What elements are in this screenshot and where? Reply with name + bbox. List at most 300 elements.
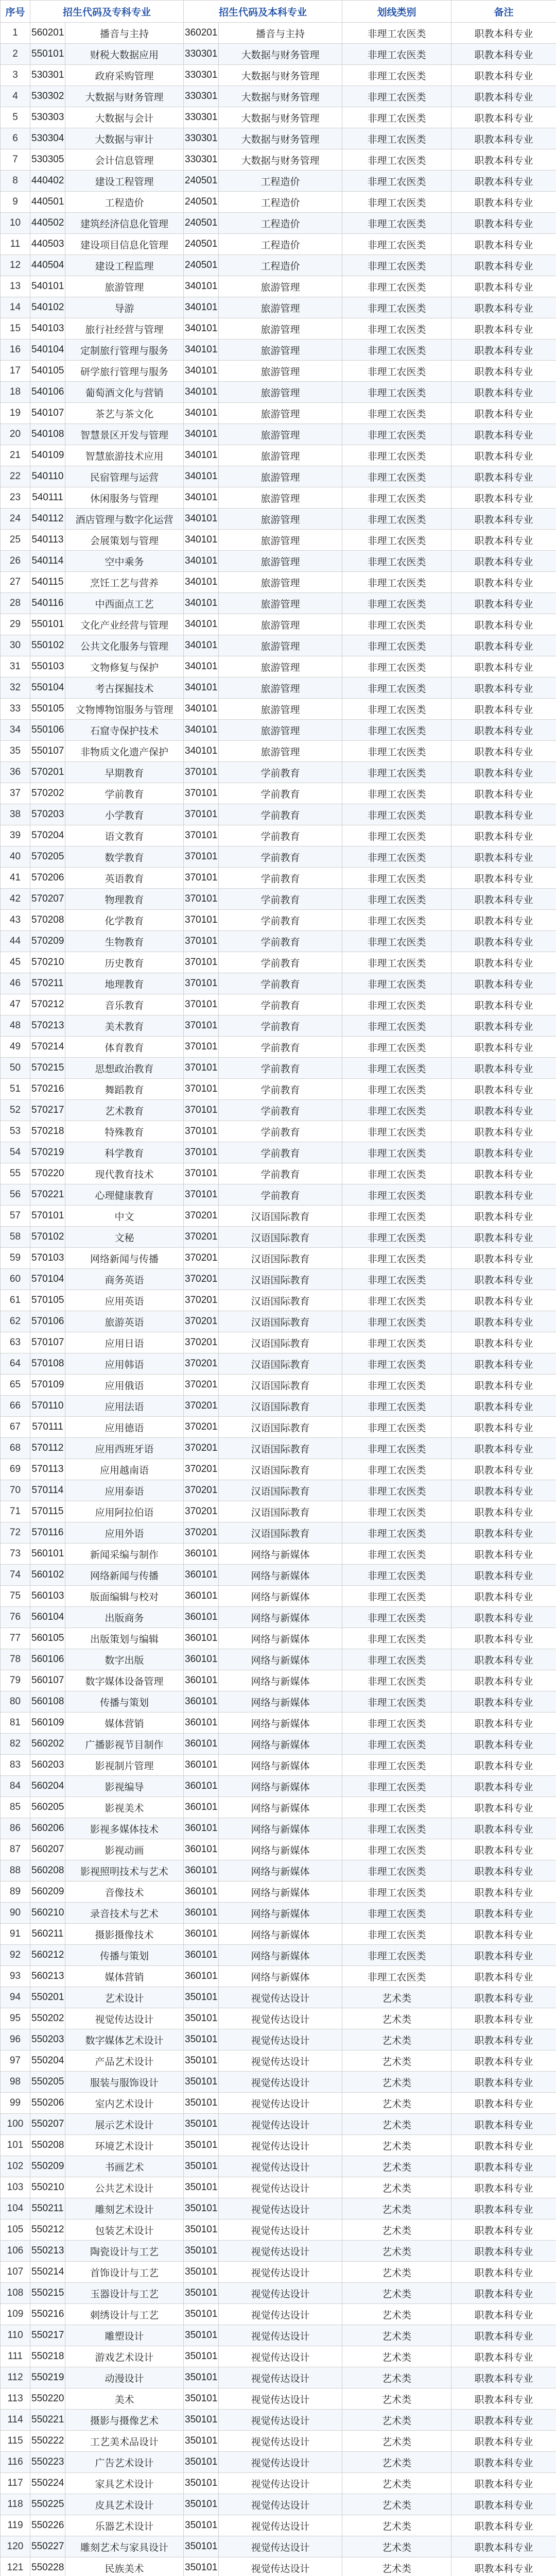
table-row: [1, 1332, 556, 1353]
bachelor-major: 工程造价: [219, 213, 342, 234]
table-row: [1, 255, 556, 276]
bachelor-code: 370201: [184, 1311, 219, 1332]
category: 艺术类: [342, 2473, 451, 2494]
row-index: 94: [1, 1987, 30, 2008]
remark: 职教本科专业: [451, 1607, 556, 1628]
junior-code: 550203: [30, 2029, 65, 2050]
bachelor-code: 340101: [184, 720, 219, 741]
remark: 职教本科专业: [451, 1227, 556, 1248]
junior-major: 智慧景区开发与管理: [65, 424, 184, 445]
row-index: 30: [1, 635, 30, 656]
category: 非理工农医类: [342, 23, 451, 44]
table-row: [1, 1079, 556, 1100]
bachelor-code: 350101: [184, 2283, 219, 2304]
header-remark: 备注: [451, 1, 556, 23]
category: 艺术类: [342, 2536, 451, 2557]
junior-code: 570217: [30, 1100, 65, 1121]
junior-code: 570214: [30, 1037, 65, 1058]
category: 非理工农医类: [342, 720, 451, 741]
bachelor-code: 330301: [184, 128, 219, 149]
remark: 职教本科专业: [451, 192, 556, 213]
junior-major: 现代教育技术: [65, 1163, 184, 1184]
table-row: [1, 1860, 556, 1882]
junior-major: 网络新闻与传播: [65, 1565, 184, 1586]
junior-code: 540116: [30, 593, 65, 614]
row-index: 99: [1, 2093, 30, 2114]
junior-code: 570204: [30, 825, 65, 846]
bachelor-major: 旅游管理: [219, 382, 342, 403]
row-index: 13: [1, 276, 30, 297]
row-index: 110: [1, 2325, 30, 2346]
table-row: [1, 1544, 556, 1565]
table-row: [1, 2304, 556, 2325]
category: 艺术类: [342, 2304, 451, 2325]
bachelor-code: 330301: [184, 149, 219, 171]
row-index: 72: [1, 1522, 30, 1544]
row-index: 68: [1, 1438, 30, 1459]
junior-major: 摄影摄像技术: [65, 1924, 184, 1945]
row-index: 70: [1, 1480, 30, 1501]
bachelor-code: 340101: [184, 382, 219, 403]
table-row: [1, 128, 556, 149]
row-index: 93: [1, 1966, 30, 1987]
row-index: 74: [1, 1565, 30, 1586]
row-index: 84: [1, 1776, 30, 1797]
bachelor-major: 视觉传达设计: [219, 2431, 342, 2452]
table-row: [1, 2198, 556, 2219]
bachelor-code: 350101: [184, 2114, 219, 2135]
bachelor-code: 370201: [184, 1396, 219, 1417]
junior-major: 应用阿拉伯语: [65, 1501, 184, 1522]
table-row: [1, 1459, 556, 1480]
junior-major: 舞蹈教育: [65, 1079, 184, 1100]
junior-code: 570111: [30, 1417, 65, 1438]
remark: 职教本科专业: [451, 2515, 556, 2536]
bachelor-code: 370201: [184, 1438, 219, 1459]
bachelor-code: 360101: [184, 1628, 219, 1649]
junior-major: 民族美术: [65, 2557, 184, 2576]
row-index: 121: [1, 2557, 30, 2576]
junior-major: 音乐教育: [65, 994, 184, 1015]
category: 非理工农医类: [342, 1670, 451, 1691]
category: 非理工农医类: [342, 234, 451, 255]
junior-code: 570221: [30, 1184, 65, 1206]
remark: 职教本科专业: [451, 1375, 556, 1396]
bachelor-major: 学前教育: [219, 1142, 342, 1163]
remark: 职教本科专业: [451, 1015, 556, 1037]
junior-code: 570105: [30, 1290, 65, 1311]
bachelor-major: 学前教育: [219, 1184, 342, 1206]
category: 非理工农医类: [342, 487, 451, 509]
bachelor-major: 学前教育: [219, 846, 342, 868]
bachelor-major: 旅游管理: [219, 318, 342, 340]
bachelor-major: 旅游管理: [219, 340, 342, 361]
category: 艺术类: [342, 2283, 451, 2304]
category: 非理工农医类: [342, 1417, 451, 1438]
bachelor-code: 350101: [184, 2431, 219, 2452]
remark: 职教本科专业: [451, 1987, 556, 2008]
remark: 职教本科专业: [451, 2156, 556, 2177]
table-row: [1, 2241, 556, 2262]
junior-major: 烹饪工艺与营养: [65, 572, 184, 593]
category: 非理工农医类: [342, 1713, 451, 1734]
row-index: 87: [1, 1839, 30, 1860]
junior-code: 550212: [30, 2219, 65, 2241]
junior-major: 语文教育: [65, 825, 184, 846]
junior-code: 560204: [30, 1776, 65, 1797]
bachelor-code: 370201: [184, 1501, 219, 1522]
bachelor-code: 340101: [184, 593, 219, 614]
bachelor-code: 340101: [184, 424, 219, 445]
category: 非理工农医类: [342, 1691, 451, 1713]
remark: 职教本科专业: [451, 1565, 556, 1586]
junior-code: 530303: [30, 107, 65, 128]
junior-code: 560208: [30, 1860, 65, 1882]
bachelor-code: 340101: [184, 741, 219, 762]
table-row: [1, 107, 556, 128]
bachelor-major: 视觉传达设计: [219, 2219, 342, 2241]
bachelor-code: 340101: [184, 530, 219, 551]
table-row: [1, 2452, 556, 2473]
bachelor-code: 360101: [184, 1860, 219, 1882]
junior-code: 550103: [30, 656, 65, 677]
junior-major: 美术教育: [65, 1015, 184, 1037]
category: 非理工农医类: [342, 361, 451, 382]
bachelor-major: 汉语国际教育: [219, 1206, 342, 1227]
table-row: [1, 1480, 556, 1501]
table-row: [1, 593, 556, 614]
row-index: 51: [1, 1079, 30, 1100]
row-index: 77: [1, 1628, 30, 1649]
junior-code: 530305: [30, 149, 65, 171]
junior-code: 540115: [30, 572, 65, 593]
category: 非理工农医类: [342, 1438, 451, 1459]
row-index: 119: [1, 2515, 30, 2536]
table-row: [1, 1290, 556, 1311]
remark: 职教本科专业: [451, 1332, 556, 1353]
table-row: [1, 1987, 556, 2008]
bachelor-code: 370101: [184, 1184, 219, 1206]
junior-major: 大数据与会计: [65, 107, 184, 128]
table-row: [1, 2515, 556, 2536]
table-row: [1, 1797, 556, 1818]
bachelor-code: 340101: [184, 403, 219, 424]
remark: 职教本科专业: [451, 509, 556, 530]
junior-code: 570203: [30, 804, 65, 825]
remark: 职教本科专业: [451, 487, 556, 509]
bachelor-major: 网络与新媒体: [219, 1607, 342, 1628]
row-index: 66: [1, 1396, 30, 1417]
table-row: [1, 1945, 556, 1966]
bachelor-major: 旅游管理: [219, 276, 342, 297]
row-index: 102: [1, 2156, 30, 2177]
junior-major: 文秘: [65, 1227, 184, 1248]
row-index: 81: [1, 1713, 30, 1734]
remark: 职教本科专业: [451, 1776, 556, 1797]
junior-major: 应用泰语: [65, 1480, 184, 1501]
junior-major: 文化产业经营与管理: [65, 614, 184, 635]
table-row: [1, 1903, 556, 1924]
category: 非理工农医类: [342, 44, 451, 65]
bachelor-code: 350101: [184, 2093, 219, 2114]
junior-code: 570216: [30, 1079, 65, 1100]
junior-major: 石窟寺保护技术: [65, 720, 184, 741]
bachelor-major: 学前教育: [219, 910, 342, 931]
table-row: [1, 1882, 556, 1903]
category: 艺术类: [342, 1987, 451, 2008]
bachelor-major: 视觉传达设计: [219, 2156, 342, 2177]
row-index: 118: [1, 2494, 30, 2515]
bachelor-code: 340101: [184, 297, 219, 318]
bachelor-code: 360101: [184, 1945, 219, 1966]
bachelor-major: 学前教育: [219, 783, 342, 804]
table-row: [1, 2093, 556, 2114]
junior-code: 530301: [30, 65, 65, 86]
remark: 职教本科专业: [451, 234, 556, 255]
category: 非理工农医类: [342, 1227, 451, 1248]
table-row: [1, 1734, 556, 1755]
remark: 职教本科专业: [451, 2410, 556, 2431]
remark: 职教本科专业: [451, 2135, 556, 2156]
remark: 职教本科专业: [451, 171, 556, 192]
bachelor-major: 学前教育: [219, 1058, 342, 1079]
junior-major: 媒体营销: [65, 1713, 184, 1734]
junior-code: 540108: [30, 424, 65, 445]
bachelor-code: 340101: [184, 614, 219, 635]
table-row: [1, 551, 556, 572]
remark: 职教本科专业: [451, 677, 556, 699]
bachelor-major: 旅游管理: [219, 487, 342, 509]
table-row: [1, 361, 556, 382]
category: 非理工农医类: [342, 1903, 451, 1924]
junior-major: 应用英语: [65, 1290, 184, 1311]
category: 非理工农医类: [342, 1628, 451, 1649]
row-index: 120: [1, 2536, 30, 2557]
category: 非理工农医类: [342, 952, 451, 973]
junior-major: 录音技术与艺术: [65, 1903, 184, 1924]
category: 非理工农医类: [342, 1396, 451, 1417]
category: 非理工农医类: [342, 783, 451, 804]
table-row: [1, 509, 556, 530]
junior-code: 540112: [30, 509, 65, 530]
bachelor-major: 汉语国际教育: [219, 1522, 342, 1544]
remark: 职教本科专业: [451, 2114, 556, 2135]
remark: 职教本科专业: [451, 2431, 556, 2452]
category: 非理工农医类: [342, 1290, 451, 1311]
row-index: 25: [1, 530, 30, 551]
table-row: [1, 1353, 556, 1375]
row-index: 41: [1, 868, 30, 889]
junior-code: 550217: [30, 2325, 65, 2346]
bachelor-code: 330301: [184, 44, 219, 65]
bachelor-code: 360201: [184, 23, 219, 44]
junior-major: 公共文化服务与管理: [65, 635, 184, 656]
junior-code: 550101: [30, 44, 65, 65]
category: 艺术类: [342, 2367, 451, 2388]
category: 非理工农医类: [342, 1459, 451, 1480]
bachelor-code: 340101: [184, 572, 219, 593]
junior-major: 游戏艺术设计: [65, 2346, 184, 2367]
category: 非理工农医类: [342, 128, 451, 149]
row-index: 86: [1, 1818, 30, 1839]
junior-code: 540109: [30, 445, 65, 466]
bachelor-code: 370201: [184, 1290, 219, 1311]
junior-code: 570115: [30, 1501, 65, 1522]
row-index: 19: [1, 403, 30, 424]
junior-major: 传播与策划: [65, 1945, 184, 1966]
row-index: 67: [1, 1417, 30, 1438]
bachelor-code: 370201: [184, 1332, 219, 1353]
bachelor-major: 网络与新媒体: [219, 1755, 342, 1776]
junior-major: 大数据与财务管理: [65, 86, 184, 107]
table-row: [1, 762, 556, 783]
junior-major: 建筑经济信息化管理: [65, 213, 184, 234]
category: 非理工农医类: [342, 1079, 451, 1100]
row-index: 12: [1, 255, 30, 276]
category: 非理工农医类: [342, 530, 451, 551]
row-index: 64: [1, 1353, 30, 1375]
junior-major: 建设工程监理: [65, 255, 184, 276]
row-index: 106: [1, 2241, 30, 2262]
table-row: [1, 1015, 556, 1037]
row-index: 18: [1, 382, 30, 403]
table-row: [1, 1227, 556, 1248]
bachelor-major: 视觉传达设计: [219, 2050, 342, 2072]
remark: 职教本科专业: [451, 466, 556, 487]
remark: 职教本科专业: [451, 1311, 556, 1332]
remark: 职教本科专业: [451, 762, 556, 783]
table-row: [1, 656, 556, 677]
junior-major: 环境艺术设计: [65, 2135, 184, 2156]
row-index: 113: [1, 2388, 30, 2410]
junior-major: 影视编导: [65, 1776, 184, 1797]
table-row: [1, 1375, 556, 1396]
table-row: [1, 192, 556, 213]
remark: 职教本科专业: [451, 2557, 556, 2576]
remark: 职教本科专业: [451, 44, 556, 65]
category: 非理工农医类: [342, 297, 451, 318]
table-row: [1, 1438, 556, 1459]
row-index: 55: [1, 1163, 30, 1184]
junior-code: 570201: [30, 762, 65, 783]
junior-code: 550226: [30, 2515, 65, 2536]
table-row: [1, 804, 556, 825]
category: 艺术类: [342, 2241, 451, 2262]
bachelor-major: 网络与新媒体: [219, 1586, 342, 1607]
junior-code: 440402: [30, 171, 65, 192]
remark: 职教本科专业: [451, 1206, 556, 1227]
junior-code: 530304: [30, 128, 65, 149]
row-index: 27: [1, 572, 30, 593]
category: 非理工农医类: [342, 910, 451, 931]
category: 艺术类: [342, 2072, 451, 2093]
bachelor-major: 视觉传达设计: [219, 2325, 342, 2346]
junior-major: 包装艺术设计: [65, 2219, 184, 2241]
row-index: 53: [1, 1121, 30, 1142]
row-index: 103: [1, 2177, 30, 2198]
junior-major: 音像技术: [65, 1882, 184, 1903]
category: 非理工农医类: [342, 65, 451, 86]
bachelor-code: 350101: [184, 2494, 219, 2515]
bachelor-code: 370201: [184, 1269, 219, 1290]
table-row: [1, 635, 556, 656]
bachelor-code: 350101: [184, 2304, 219, 2325]
row-index: 36: [1, 762, 30, 783]
bachelor-code: 360101: [184, 1544, 219, 1565]
row-index: 78: [1, 1649, 30, 1670]
table-row: [1, 403, 556, 424]
category: 非理工农医类: [342, 1945, 451, 1966]
bachelor-code: 360101: [184, 1607, 219, 1628]
junior-code: 560209: [30, 1882, 65, 1903]
category: 艺术类: [342, 2008, 451, 2029]
table-row: [1, 1269, 556, 1290]
category: 非理工农医类: [342, 1839, 451, 1860]
remark: 职教本科专业: [451, 889, 556, 910]
row-index: 3: [1, 65, 30, 86]
bachelor-code: 370101: [184, 1037, 219, 1058]
table-row: [1, 276, 556, 297]
remark: 职教本科专业: [451, 699, 556, 720]
table-row: [1, 2262, 556, 2283]
bachelor-code: 360101: [184, 1565, 219, 1586]
bachelor-major: 网络与新媒体: [219, 1628, 342, 1649]
junior-major: 历史教育: [65, 952, 184, 973]
row-index: 80: [1, 1691, 30, 1713]
junior-major: 美术: [65, 2388, 184, 2410]
remark: 职教本科专业: [451, 1649, 556, 1670]
junior-code: 550213: [30, 2241, 65, 2262]
table-row: [1, 1691, 556, 1713]
table-row: [1, 487, 556, 509]
category: 非理工农医类: [342, 1480, 451, 1501]
bachelor-code: 350101: [184, 2156, 219, 2177]
junior-major: 茶艺与茶文化: [65, 403, 184, 424]
category: 非理工农医类: [342, 1544, 451, 1565]
bachelor-major: 视觉传达设计: [219, 2072, 342, 2093]
category: 非理工农医类: [342, 509, 451, 530]
junior-code: 570103: [30, 1248, 65, 1269]
bachelor-major: 网络与新媒体: [219, 1860, 342, 1882]
table-row: [1, 2008, 556, 2029]
bachelor-major: 汉语国际教育: [219, 1375, 342, 1396]
remark: 职教本科专业: [451, 23, 556, 44]
remark: 职教本科专业: [451, 1544, 556, 1565]
junior-major: 展示艺术设计: [65, 2114, 184, 2135]
remark: 职教本科专业: [451, 2304, 556, 2325]
row-index: 90: [1, 1903, 30, 1924]
category: 非理工农医类: [342, 1163, 451, 1184]
table-row: [1, 2219, 556, 2241]
junior-code: 550205: [30, 2072, 65, 2093]
junior-code: 550106: [30, 720, 65, 741]
bachelor-code: 350101: [184, 2367, 219, 2388]
remark: 职教本科专业: [451, 973, 556, 994]
table-row: [1, 2494, 556, 2515]
bachelor-major: 旅游管理: [219, 656, 342, 677]
row-index: 73: [1, 1544, 30, 1565]
row-index: 96: [1, 2029, 30, 2050]
bachelor-major: 网络与新媒体: [219, 1797, 342, 1818]
table-row: [1, 1037, 556, 1058]
remark: 职教本科专业: [451, 1628, 556, 1649]
junior-code: 570113: [30, 1459, 65, 1480]
junior-major: 数字媒体艺术设计: [65, 2029, 184, 2050]
bachelor-major: 汉语国际教育: [219, 1438, 342, 1459]
row-index: 38: [1, 804, 30, 825]
bachelor-code: 340101: [184, 656, 219, 677]
remark: 职教本科专业: [451, 318, 556, 340]
